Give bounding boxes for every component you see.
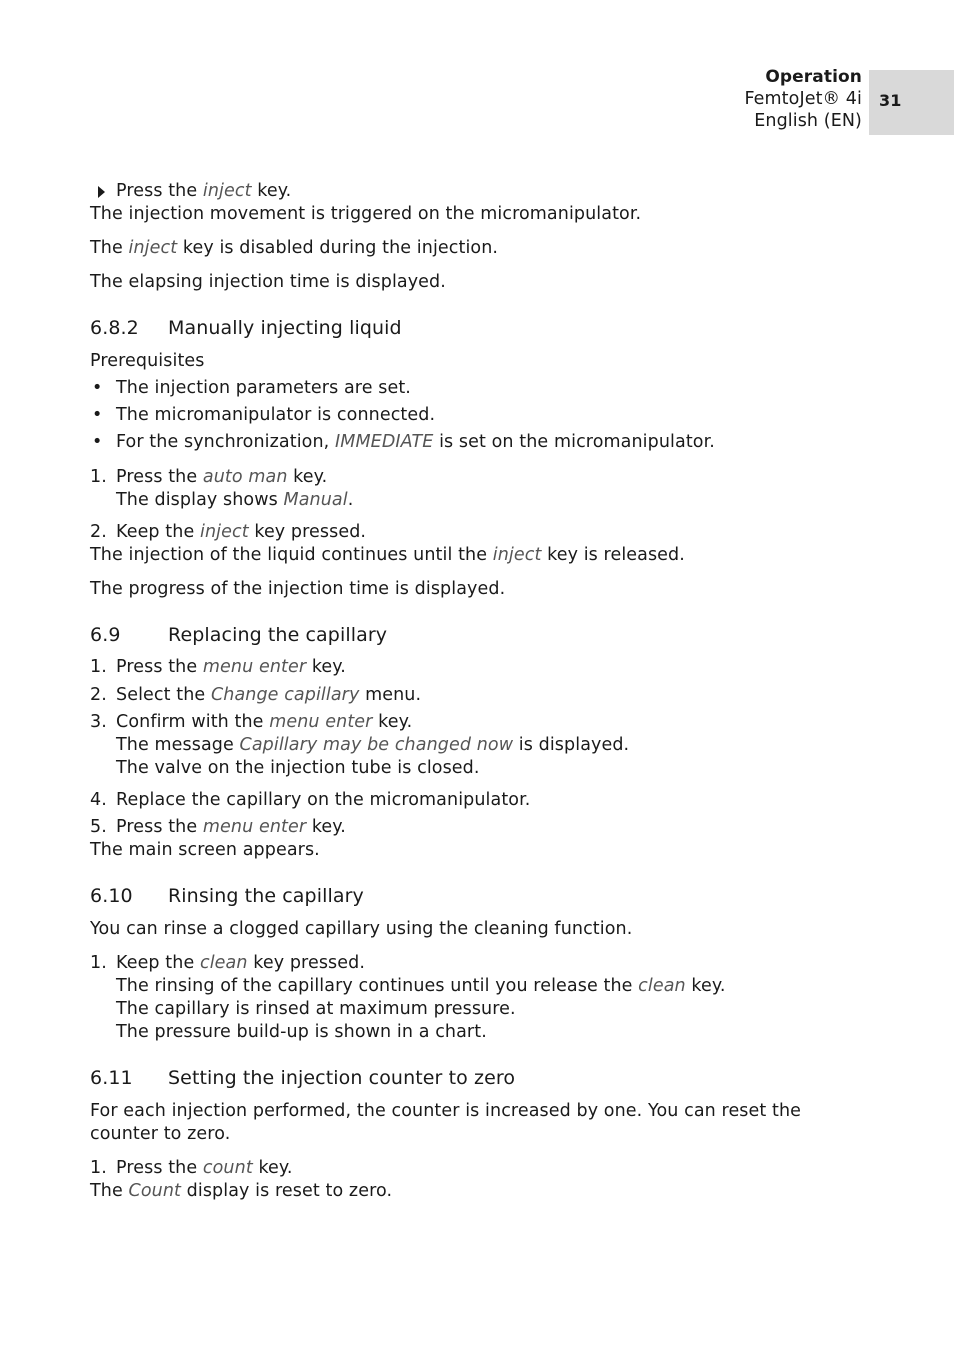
numbered-step: 5. Press the menu enter key.	[90, 817, 346, 837]
numbered-step: 1. Press the auto man key. The display shows Manual.	[90, 467, 354, 510]
section-heading: 6.10 Rinsing the capillary	[90, 885, 364, 907]
result-text: The main screen appears.	[90, 840, 320, 860]
intro-text: For each injection performed, the counter is increased by one. You can reset the counter to zero.	[90, 1101, 802, 1144]
page-body	[90, 180, 870, 1203]
result-text: The progress of the injection time is displayed.	[90, 579, 506, 599]
list-item: • The injection parameters are set.	[92, 378, 411, 398]
list-item: • The micromanipulator is connected.	[92, 405, 436, 425]
header-product: FemtoJet® 4i	[744, 89, 862, 109]
result-text: The inject key is disabled during the injection.	[90, 238, 499, 258]
key-name: auto man	[202, 467, 288, 487]
arrow-right-icon	[98, 186, 105, 198]
text: Press the	[116, 181, 203, 201]
key-name: inject	[128, 238, 178, 258]
text: key.	[251, 181, 292, 201]
numbered-step: 1. Keep the clean key pressed. The rinsing of the capillary continues until you release the clean key. The capillary is rinsed at maximum pressure. The pressure build-up is shown in a chart.	[90, 953, 726, 1042]
result-text: The injection movement is triggered on the micromanipulator.	[90, 204, 642, 224]
header-section-title: Operation	[765, 67, 862, 87]
running-header	[744, 66, 862, 132]
numbered-step: 4. Replace the capillary on the micromanipulator.	[90, 790, 531, 810]
numbered-step: 3. Confirm with the menu enter key. The message Capillary may be changed now is displayed. The valve on the injection tube is closed.	[90, 712, 630, 778]
section-heading: 6.11 Setting the injection counter to zero	[90, 1067, 516, 1089]
header-language: English (EN)	[754, 111, 862, 131]
key-name: inject	[202, 181, 252, 201]
section-heading: 6.9 Replacing the capillary	[90, 624, 388, 646]
prerequisites-label: Prerequisites	[90, 351, 205, 371]
numbered-step: 1. Press the menu enter key.	[90, 657, 346, 677]
numbered-step: 1. Press the count key.	[90, 1158, 293, 1178]
numbered-step: 2. Select the Change capillary menu.	[90, 685, 422, 705]
page-number: 31	[879, 91, 902, 110]
section-heading: 6.8.2 Manually injecting liquid	[90, 317, 402, 339]
intro-text: You can rinse a clogged capillary using the cleaning function.	[90, 919, 633, 939]
list-item: • For the synchronization, IMMEDIATE is set on the micromanipulator.	[92, 432, 715, 452]
result-text: The elapsing injection time is displayed.	[90, 272, 446, 292]
page-number-box	[869, 70, 954, 135]
action-step	[90, 180, 870, 203]
result-text: The Count display is reset to zero.	[90, 1181, 393, 1201]
key-name: inject	[200, 522, 249, 542]
numbered-step: 2. Keep the inject key pressed.	[90, 522, 367, 542]
result-text: The injection of the liquid continues until the inject key is released.	[90, 545, 685, 565]
